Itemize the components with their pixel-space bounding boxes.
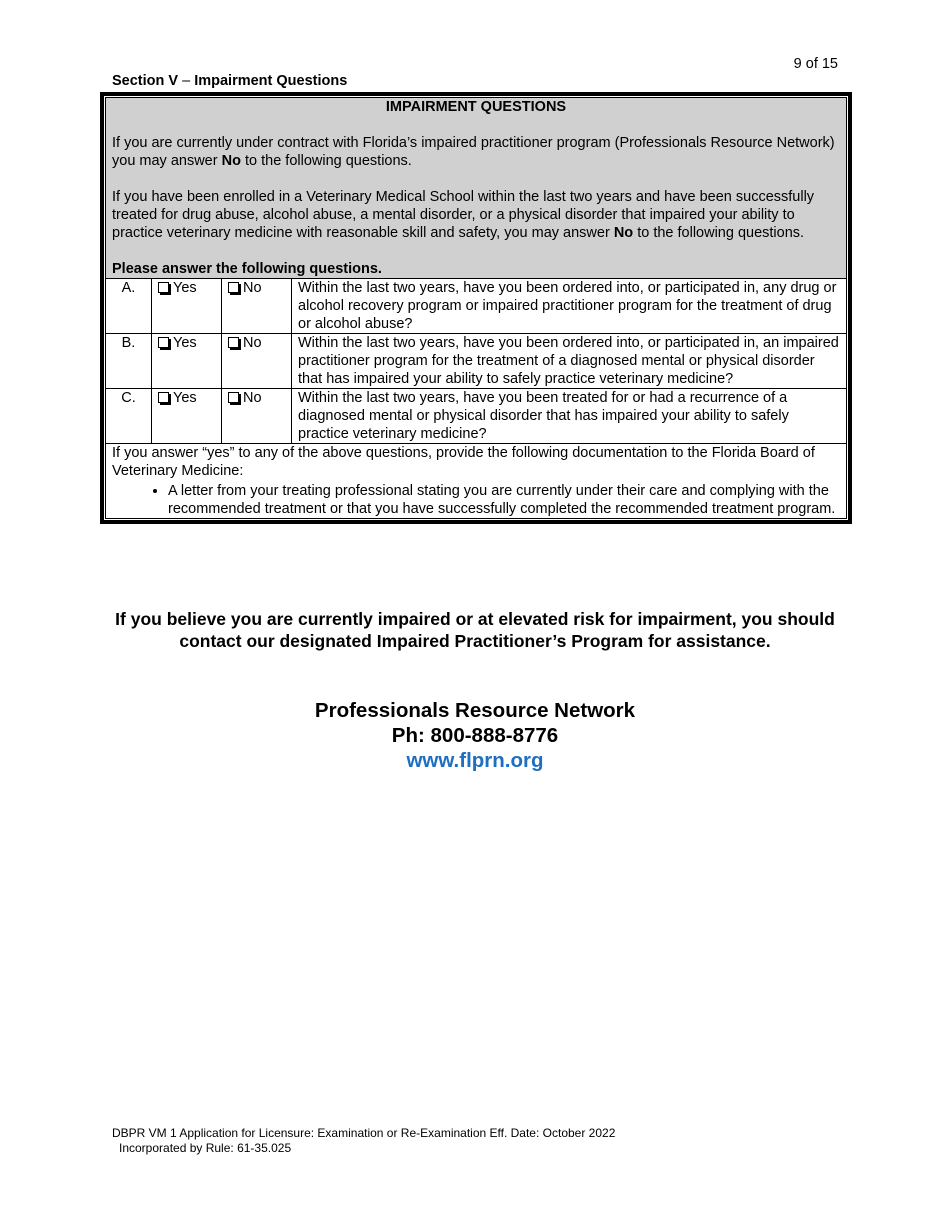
question-row xyxy=(106,389,847,444)
question-letter: C. xyxy=(106,389,152,444)
section-heading xyxy=(112,73,347,89)
intro-paragraph-1: If you are currently under contract with Florida’s impaired practitioner program (Professionals Resource Network) you may answer No to the following questions. xyxy=(112,135,835,169)
documentation-cell xyxy=(106,444,847,519)
question-row xyxy=(106,334,847,389)
section-title: Impairment Questions xyxy=(194,73,348,89)
checkbox-icon[interactable] xyxy=(158,282,169,293)
checkbox-icon[interactable] xyxy=(228,337,239,348)
box-header-cell xyxy=(106,98,847,279)
box-title: IMPAIRMENT QUESTIONS xyxy=(385,99,567,115)
questions-table xyxy=(105,97,847,519)
documentation-row xyxy=(106,444,847,519)
yes-checkbox-option[interactable] xyxy=(152,389,222,444)
documentation-list xyxy=(112,482,840,518)
documentation-item: • A letter from your treating professional stating you are currently under their care and complying with the recommended treatment or that you have successfully completed the recommended treatment program. xyxy=(168,482,840,518)
phone-number: Ph: 800-888-8776 xyxy=(391,724,559,747)
checkbox-icon[interactable] xyxy=(158,392,169,403)
page-number: 9 of 15 xyxy=(793,56,838,72)
page-footer xyxy=(112,1126,615,1156)
no-checkbox-option[interactable] xyxy=(222,389,292,444)
question-row xyxy=(106,279,847,334)
checkbox-icon[interactable] xyxy=(158,337,169,348)
question-text: Within the last two years, have you been ordered into, or participated in, an impaired practitioner program for the treatment of a diagnosed mental or physical disorder that has impaired your ability to safely practice veterinary medicine? xyxy=(292,334,847,389)
yes-label: Yes xyxy=(173,390,197,406)
instruction-text: Please answer the following questions. xyxy=(112,261,382,277)
checkbox-icon[interactable] xyxy=(228,392,239,403)
contact-block xyxy=(112,698,838,773)
organization-name: Professionals Resource Network xyxy=(314,699,636,722)
question-letter: B. xyxy=(106,334,152,389)
intro-paragraph-2: If you have been enrolled in a Veterinary Medical School within the last two years and have been successfully treated for drug abuse, alcohol abuse, a mental disorder, or a physical disorder that impaired your ability to practice veterinary medicine with reasonable skill and safety, you may answer No to the following questions. xyxy=(112,189,815,241)
no-checkbox-option[interactable] xyxy=(222,279,292,334)
no-checkbox-option[interactable] xyxy=(222,334,292,389)
yes-label: Yes xyxy=(173,335,197,351)
no-label: No xyxy=(243,280,262,296)
form-identifier: DBPR VM 1 Application for Licensure: Examination or Re-Examination Eff. Date: October 2022 xyxy=(112,1126,616,1140)
website-link[interactable]: www.flprn.org xyxy=(406,749,544,772)
box-header-row xyxy=(106,98,847,279)
documentation-intro: If you answer “yes” to any of the above questions, provide the following documentation to the Florida Board of Veterinary Medicine: xyxy=(112,445,815,479)
yes-label: Yes xyxy=(173,280,197,296)
section-label: Section V xyxy=(112,73,179,89)
question-text: Within the last two years, have you been treated for or had a recurrence of a diagnosed mental or physical disorder that has impaired your ability to safely practice veterinary medicine? xyxy=(292,389,847,444)
impairment-questions-box xyxy=(100,92,852,524)
question-text: Within the last two years, have you been ordered into, or participated in, any drug or alcohol recovery program or impaired practitioner program for the treatment of drug or alcohol abuse? xyxy=(292,279,847,334)
impairment-notice: If you believe you are currently impaired or at elevated risk for impairment, you should contact our designated Impaired Practitioner’s Program for assistance. xyxy=(115,609,835,651)
question-letter: A. xyxy=(106,279,152,334)
no-label: No xyxy=(243,335,262,351)
checkbox-icon[interactable] xyxy=(228,282,239,293)
section-dash: – xyxy=(178,73,195,89)
no-label: No xyxy=(243,390,262,406)
yes-checkbox-option[interactable] xyxy=(152,334,222,389)
yes-checkbox-option[interactable] xyxy=(152,279,222,334)
rule-reference: Incorporated by Rule: 61-35.025 xyxy=(119,1141,292,1155)
